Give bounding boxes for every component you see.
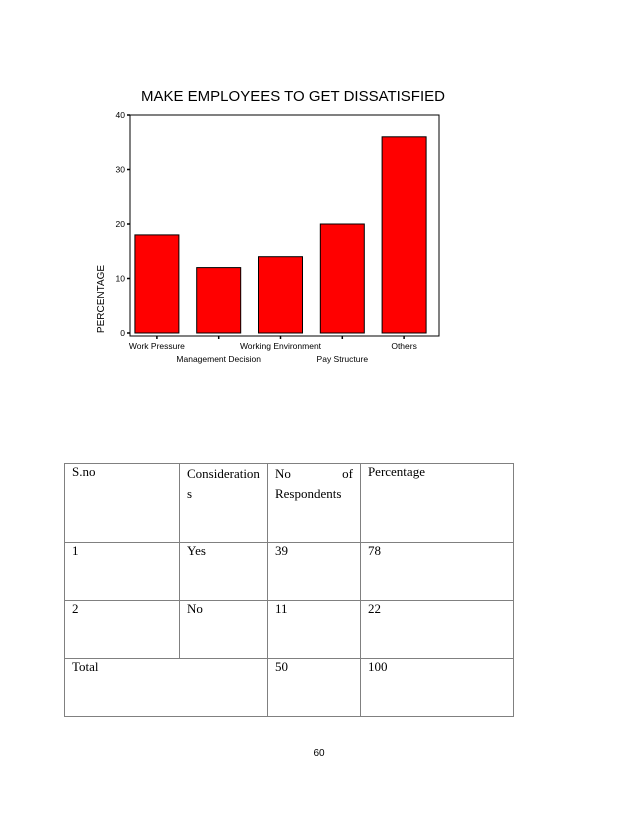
x-tick-label: Pay Structure bbox=[316, 354, 369, 364]
table-row bbox=[65, 543, 514, 601]
cell-sno: 2 bbox=[65, 601, 180, 659]
header-considerations: Consideration s bbox=[180, 464, 268, 543]
total-label: Total bbox=[65, 659, 268, 717]
y-tick-label: 20 bbox=[115, 219, 125, 229]
bar bbox=[197, 268, 241, 333]
total-percentage: 100 bbox=[360, 659, 513, 717]
cell-respondents: 39 bbox=[267, 543, 360, 601]
page-number: 60 bbox=[313, 748, 325, 759]
y-tick-label: 0 bbox=[120, 328, 125, 338]
x-tick-label: Working Environment bbox=[239, 341, 322, 351]
cell-sno: 1 bbox=[65, 543, 180, 601]
bar bbox=[320, 224, 364, 333]
bar bbox=[382, 137, 426, 333]
header-respondents: No of Respondents bbox=[267, 464, 360, 543]
cell-percentage: 78 bbox=[360, 543, 513, 601]
cell-respondents: 11 bbox=[267, 601, 360, 659]
header-percentage: Percentage bbox=[360, 464, 513, 543]
x-tick-label: Work Pressure bbox=[128, 341, 185, 351]
y-tick-label: 10 bbox=[115, 273, 125, 284]
cell-consideration: No bbox=[180, 601, 268, 659]
bar-chart bbox=[0, 0, 638, 380]
cell-consideration: Yes bbox=[180, 543, 268, 601]
table-row bbox=[65, 601, 514, 659]
bar bbox=[135, 235, 179, 333]
x-tick-label: Management Decision bbox=[176, 354, 261, 364]
cell-percentage: 22 bbox=[360, 601, 513, 659]
header-sno: S.no bbox=[65, 464, 180, 543]
y-axis-label: PERCENTAGE bbox=[96, 264, 107, 334]
bar bbox=[259, 257, 303, 333]
y-tick-label: 40 bbox=[115, 110, 125, 120]
chart-title: MAKE EMPLOYEES TO GET DISSATISFIED bbox=[141, 88, 445, 105]
table-total-row bbox=[65, 659, 514, 717]
total-respondents: 50 bbox=[267, 659, 360, 717]
table-header-row bbox=[65, 464, 514, 543]
x-tick-label: Others bbox=[391, 341, 417, 351]
respondents-table bbox=[64, 463, 514, 717]
y-tick-label: 30 bbox=[115, 164, 125, 175]
